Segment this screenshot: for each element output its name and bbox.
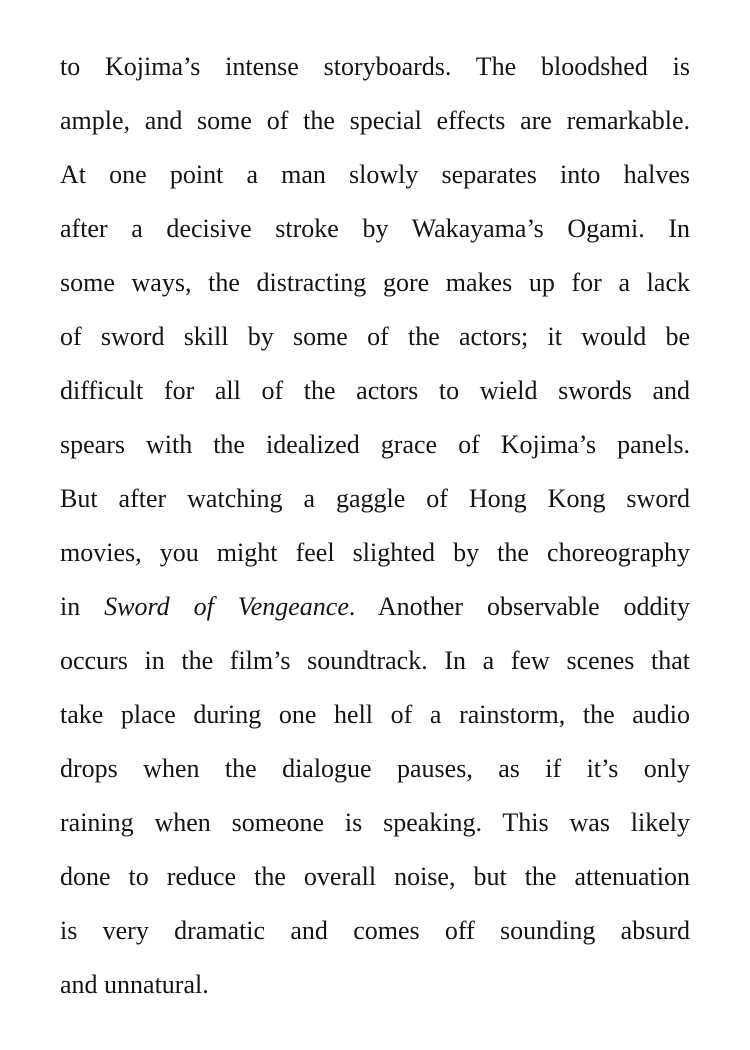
text-line-8: spears with the idealized grace of Kojima’s panels. bbox=[60, 430, 690, 459]
text-line-13: take place during one hell of a rainstorm, the audio bbox=[60, 700, 690, 729]
film-title: Sword of Vengeance bbox=[104, 592, 349, 621]
text-line-6: of sword skill by some of the actors; it would be bbox=[60, 322, 690, 351]
text-line-2: ample, and some of the special effects are remarkable. bbox=[60, 106, 690, 135]
text-line-16: done to reduce the overall noise, but the attenuation bbox=[60, 862, 690, 891]
text-line-11 bbox=[60, 580, 690, 634]
line-11-period: . bbox=[348, 592, 356, 621]
text-line-14: drops when the dialogue pauses, as if it’s only bbox=[60, 754, 690, 783]
line-11-prefix: in bbox=[60, 592, 81, 621]
text-line-10: movies, you might feel slighted by the choreography bbox=[60, 538, 690, 567]
line-11-rest: Another observable oddity bbox=[377, 592, 690, 621]
text-line-3: At one point a man slowly separates into halves bbox=[60, 160, 690, 189]
text-line-12: occurs in the film’s soundtrack. In a few scenes that bbox=[60, 646, 690, 675]
text-line-1: to Kojima’s intense storyboards. The bloodshed is bbox=[60, 52, 690, 81]
text-line-15: raining when someone is speaking. This was likely bbox=[60, 808, 690, 837]
text-line-5: some ways, the distracting gore makes up for a lack bbox=[60, 268, 690, 297]
body-paragraph bbox=[60, 40, 690, 1012]
text-line-18: and unnatural. bbox=[60, 970, 209, 999]
text-line-4: after a decisive stroke by Wakayama’s Ogami. In bbox=[60, 214, 690, 243]
text-line-9: But after watching a gaggle of Hong Kong sword bbox=[60, 484, 690, 513]
text-line-17: is very dramatic and comes off sounding absurd bbox=[60, 916, 690, 945]
text-line-7: difficult for all of the actors to wield swords and bbox=[60, 376, 690, 405]
